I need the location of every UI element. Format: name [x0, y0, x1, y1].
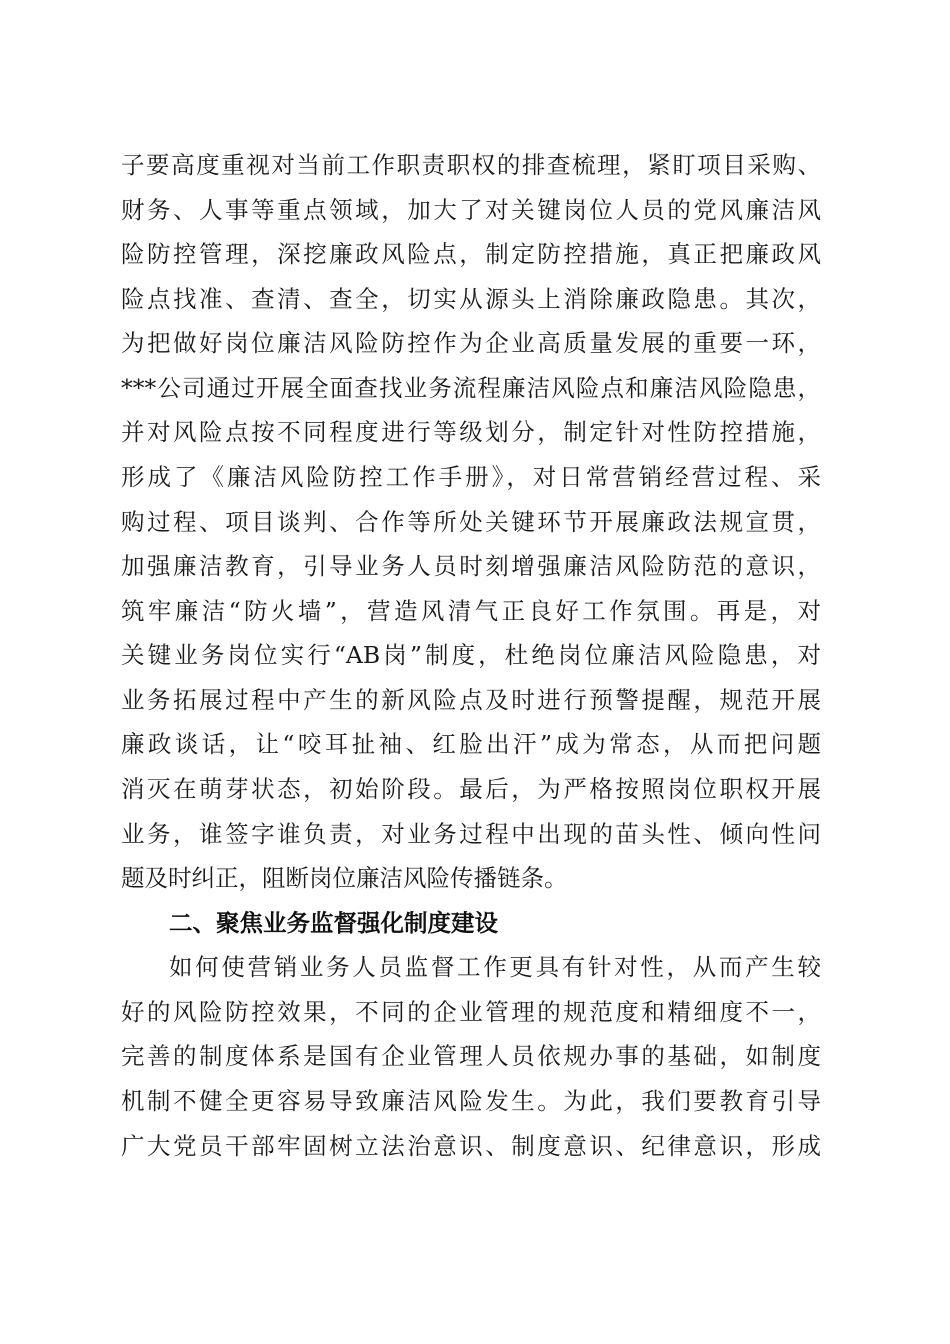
- text-line: 题及时纠正，阻断岗位廉洁风险传播链条。: [121, 864, 568, 892]
- text-line: 财务、人事等重点领域，加大了对关键岗位人员的党风廉洁风: [121, 196, 821, 224]
- text-line: 关键业务岗位实行“AB岗”制度，杜绝岗位廉洁风险隐患，对: [121, 641, 821, 669]
- text-line: 形成了《廉洁风险防控工作手册》，对日常营销经营过程、采: [121, 463, 821, 491]
- text-line: 业务拓展过程中产生的新风险点及时进行预警提醒，规范开展: [121, 686, 821, 714]
- text-line: 加强廉洁教育，引导业务人员时刻增强廉洁风险防范的意识，: [121, 552, 821, 580]
- section-heading: 二、聚焦业务监督强化制度建设: [169, 909, 498, 937]
- text-line: 廉政谈话，让“咬耳扯袖、红脸出汗”成为常态，从而把问题: [121, 730, 821, 758]
- text-line: 为把做好岗位廉洁风险防控作为企业高质量发展的重要一环，: [121, 329, 821, 357]
- text-line: ***公司通过开展全面查找业务流程廉洁风险点和廉洁风险隐患，: [121, 374, 821, 402]
- text-line: 消灭在萌芽状态，初始阶段。最后，为严格按照岗位职权开展: [121, 775, 821, 803]
- text-line: 筑牢廉洁“防火墙”，营造风清气正良好工作氛围。再是，对: [121, 597, 821, 625]
- text-line: 如何使营销业务人员监督工作更具有针对性，从而产生较: [169, 953, 821, 981]
- text-line: 购过程、项目谈判、合作等所处关键环节开展廉政法规宣贯，: [121, 508, 821, 536]
- text-line: 险防控管理，深挖廉政风险点，制定防控措施，真正把廉政风: [121, 240, 821, 268]
- text-line: 子要高度重视对当前工作职责职权的排查梳理，紧盯项目采购、: [121, 151, 821, 179]
- text-line: 机制不健全更容易导致廉洁风险发生。为此，我们要教育引导: [121, 1087, 821, 1115]
- text-line: 并对风险点按不同程度进行等级划分，制定针对性防控措施，: [121, 418, 821, 446]
- text-line: 广大党员干部牢固树立法治意识、制度意识、纪律意识，形成: [121, 1132, 821, 1160]
- text-line: 险点找准、查清、查全，切实从源头上消除廉政隐患。其次，: [121, 285, 821, 313]
- text-line: 完善的制度体系是国有企业管理人员依规办事的基础，如制度: [121, 1042, 821, 1070]
- text-line: 好的风险防控效果，不同的企业管理的规范度和精细度不一，: [121, 998, 821, 1026]
- text-line: 业务，谁签字谁负责，对业务过程中出现的苗头性、倾向性问: [121, 820, 821, 848]
